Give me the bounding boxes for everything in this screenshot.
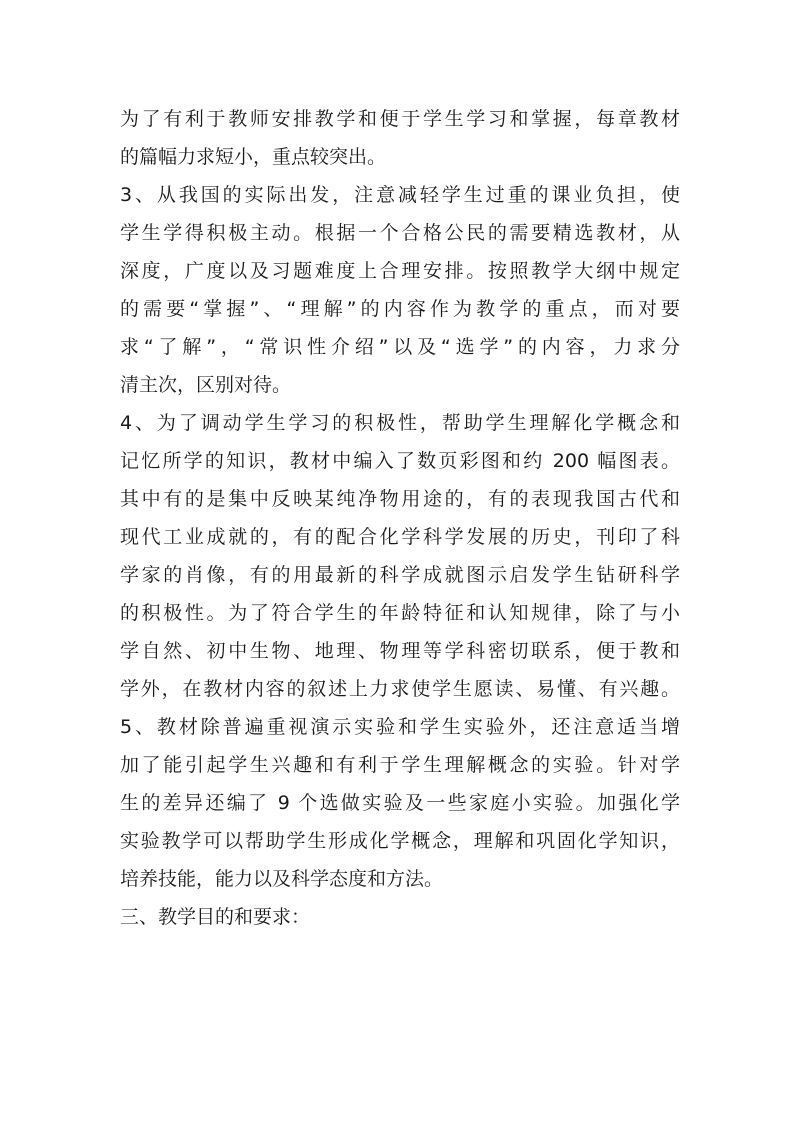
text-line: 学家的肖像，有的用最新的科学成就图示启发学生钻研科学 <box>120 564 680 586</box>
text-line: 的需要“掌握”、“理解”的内容作为教学的重点，而对要 <box>120 298 680 320</box>
text-line: 培养技能，能力以及科学态度和方法。 <box>120 868 444 890</box>
text-line: 清主次，区别对待。 <box>120 374 292 396</box>
text-line: 加了能引起学生兴趣和有利于学生理解概念的实验。针对学 <box>120 754 680 776</box>
text-line: 其中有的是集中反映某纯净物用途的，有的表现我国古代和 <box>120 488 680 510</box>
text-line: 5、教材除普遍重视演示实验和学生实验外，还注意适当增 <box>120 716 680 738</box>
text-line: 的积极性。为了符合学生的年龄特征和认知规律，除了与小 <box>120 602 680 624</box>
text-line: 实验教学可以帮助学生形成化学概念，理解和巩固化学知识， <box>120 830 680 852</box>
body-text <box>120 100 680 936</box>
text-line: 生的差异还编了 9 个选做实验及一些家庭小实验。加强化学 <box>120 792 680 814</box>
text-line: 学自然、初中生物、地理、物理等学科密切联系，便于教和 <box>120 640 680 662</box>
section-heading: 三、教学目的和要求： <box>120 906 311 928</box>
text-line: 求“了解”，“常识性介绍”以及“选学”的内容，力求分 <box>120 336 680 358</box>
text-line: 为了有利于教师安排教学和便于学生学习和掌握，每章教材 <box>120 108 680 130</box>
text-line: 学外，在教材内容的叙述上力求使学生愿读、易懂、有兴趣。 <box>120 678 680 700</box>
text-line: 现代工业成就的，有的配合化学科学发展的历史，刊印了科 <box>120 526 680 548</box>
text-line: 深度，广度以及习题难度上合理安排。按照教学大纲中规定 <box>120 260 680 282</box>
text-line: 记忆所学的知识，教材中编入了数页彩图和约 200 幅图表。 <box>120 450 680 472</box>
text-line: 3、从我国的实际出发，注意减轻学生过重的课业负担，使 <box>120 184 680 206</box>
text-line: 4、为了调动学生学习的积极性，帮助学生理解化学概念和 <box>120 412 680 434</box>
text-line: 学生学得积极主动。根据一个合格公民的需要精选教材，从 <box>120 222 680 244</box>
text-line: 的篇幅力求短小，重点较突出。 <box>120 146 387 168</box>
